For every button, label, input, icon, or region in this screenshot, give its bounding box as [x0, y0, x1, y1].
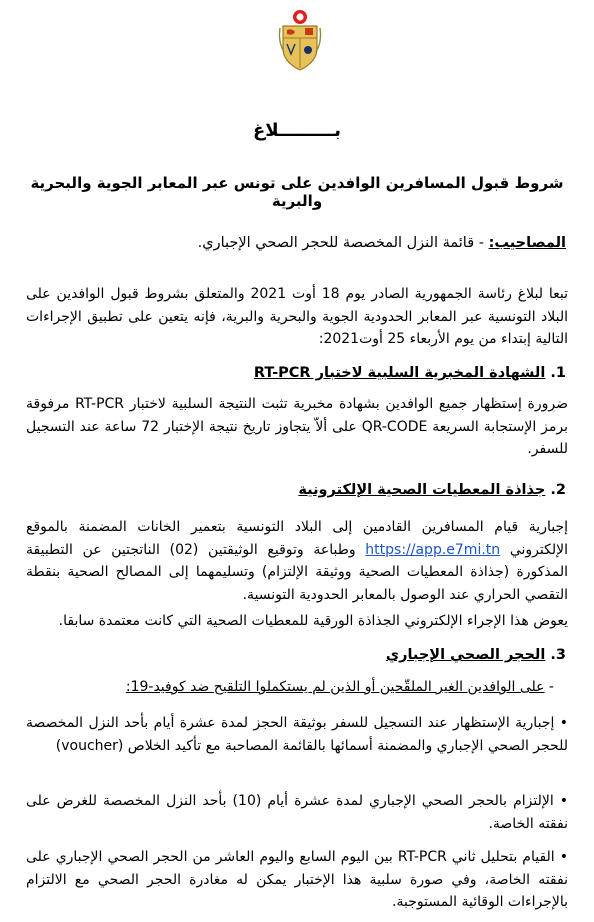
- section-heading-2: [298, 482, 566, 498]
- bullet-marker: •: [553, 793, 568, 809]
- bullet-marker: •: [554, 715, 568, 731]
- document-subtitle: شروط قبول المسافرين الوافدين على تونس عبر المعابر الجوية والبحرية والبرية: [30, 174, 564, 210]
- section-number-2: 2.: [550, 482, 566, 498]
- page-title: بـــــــــلاغ: [252, 120, 342, 141]
- section-note-2: يعوض هذا الإجراء الإلكتروني الجذاذة الورقية للمعطيات الصحية التي كانت معتمدة سابقا.: [58, 613, 568, 629]
- bullet-item: [26, 712, 568, 757]
- section-heading-1: [254, 365, 566, 381]
- section-subheading-3: [60, 679, 554, 695]
- section-number-1: 1.: [550, 365, 566, 381]
- bullet-item: [26, 790, 568, 835]
- attachment-text: - قائمة النزل المخصصة للحجر الصحي الإجباري.: [197, 235, 489, 251]
- section-title-2: جذاذة المعطيات الصحية الإلكترونية: [298, 482, 546, 498]
- dash-marker: -: [544, 679, 554, 695]
- section-text-1: ضرورة إستظهار جميع الوافدين بشهادة مخبرية تثبت النتيجة السلبية لاختبار RT-PCR مرفوقة برمز الإستجابة السريعة QR-CODE على ألاّ يتجاوز تاريخ نتيجة الإختبار 72 ساعة عند التسجيل للسفر.: [26, 396, 569, 457]
- attachment-line: [198, 235, 566, 251]
- bullet-text: الإلتزام بالحجر الصحي الإجباري لمدة عشرة أيام (10) بأحد النزل المخصصة للغرض على نفقته الخاصة.: [26, 793, 568, 832]
- attachment-label: المصاحيب:: [488, 235, 566, 251]
- section-heading-3: [386, 647, 566, 663]
- section-title-1: الشهادة المخبرية السلبية لاختبار RT-PCR: [253, 365, 546, 381]
- intro-paragraph: تبعا لبلاغ رئاسة الجمهورية الصادر يوم 18 أوت 2021 والمتعلق بشروط قبول الوافدين على البلاد التونسية عبر المعابر الحدودية الجوية والبحرية والبرية، فإنه يتعين على تطبيق الإجراءات التالية إبتداء من يوم الأربعاء 25 أوت2021:: [26, 286, 568, 347]
- section-text-2-before-link: إجبارية قيام المسافرين القادمين إلى البلاد التونسية بتعمير الخانات المضمنة بالموقع الإلكتروني: [26, 519, 568, 558]
- bullet-text: القيام بتحليل ثاني RT-PCR بين اليوم السابع واليوم العاشر من الحجر الصحي الإجباري على نفقته الخاصة، وفي صورة سلبية هذا الإختبار يمكن له مغادرة الحجر الصحي مع الالتزام بالإجراءات الوقائية المستوجبة.: [26, 849, 568, 910]
- section-text-2: [26, 516, 568, 606]
- bullet-item: [26, 846, 568, 914]
- e7mi-link[interactable]: https://app.e7mi.tn: [365, 541, 501, 558]
- section-subheading-text: على الوافدين الغير الملقّحين أو الذين لم يستكملوا التلقيح ضد كوفيد-19:: [125, 679, 545, 695]
- section-text-2-after-link: وطباعة وتوقيع الوثيقتين (02) الناتجتين عن التطبيقة المذكورة (جذاذة المعطيات الصحية ووثيقة الإلتزام) وتسليمهما إلى المصالح الصحية بنقطة التقصي الحراري عند الوصول بالمعابر الحدودية التونسية.: [26, 541, 568, 603]
- section-title-3: الحجر الصحي الإجباري: [385, 647, 546, 663]
- bullet-marker: •: [554, 849, 568, 865]
- section-number-3: 3.: [550, 647, 566, 663]
- tunisia-coat-of-arms-icon: [277, 8, 323, 72]
- bullet-text: إجبارية الإستظهار عند التسجيل للسفر بوثيقة الحجز لمدة عشرة أيام بأحد النزل المخصصة للحجر الصحي الإجباري والمضمنة أسمائها بالقائمة المصاحبة مع تأكيد الخلاص (voucher): [26, 715, 568, 754]
